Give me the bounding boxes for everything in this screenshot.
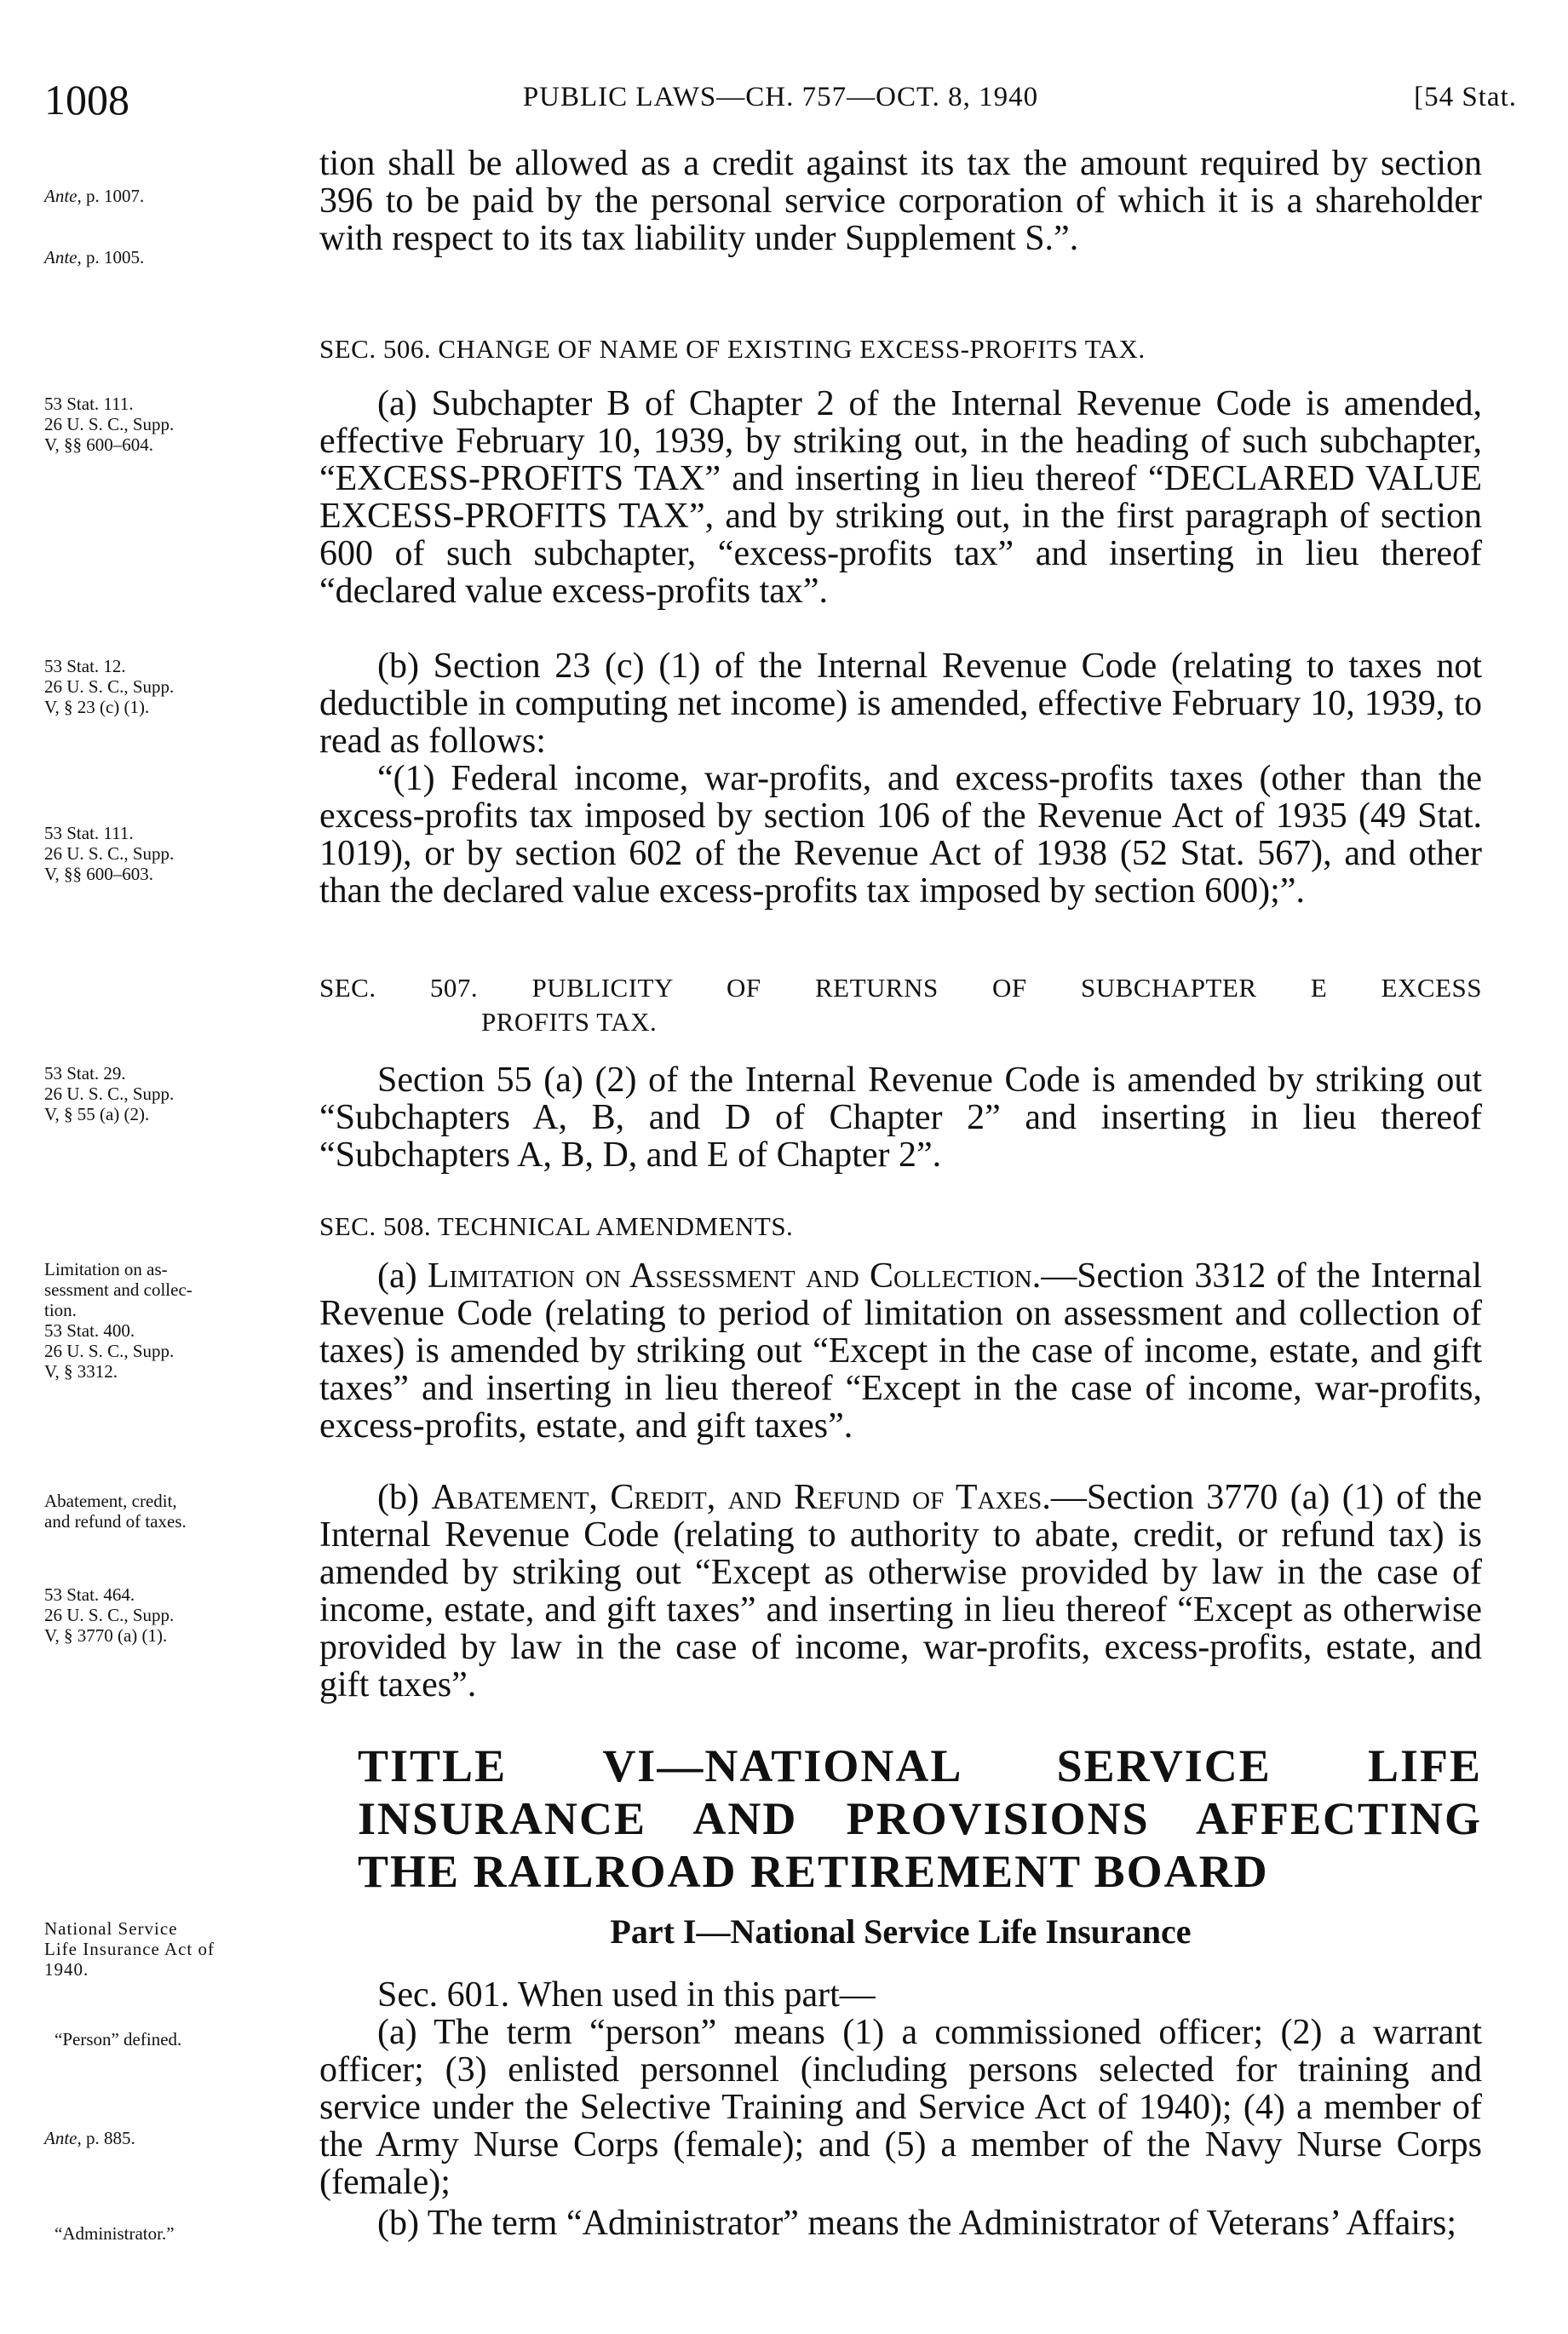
section-508-b: (b) Abatement, Credit, and Refund of Taxes.—Section 3770 (a) (1) of the Internal Revenue Code (relating to authority to abate, credit, or refund tax) is amended by striking out “Except as otherwise provided by law in the case of income, estate, and gift taxes” and inserting in lieu thereof “Except as otherwise provided by law in the case of income, war-profits, excess-profits, estate, and gift taxes”. xyxy=(319,1478,1482,1705)
running-head: PUBLIC LAWS—CH. 757—OCT. 8, 1940 xyxy=(522,82,1039,112)
section-506-a: (a) Subchapter B of Chapter 2 of the Internal Revenue Code is amended, effective February 10, 1939, by striking out, in the heading of such subchapter, “EXCESS-PROFITS TAX” and inserting in lieu thereof “DECLARED VALUE EXCESS-PROFITS TAX”, and by striking out, in the first paragraph of section 600 of such subchapter, “excess-profits tax” and inserting in lieu thereof “declared value excess-profits tax”. xyxy=(319,384,1482,611)
section-601-lead: Sec. 601. When used in this part— xyxy=(377,1975,876,2015)
page-number: 1008 xyxy=(44,76,129,124)
margin-cite-section-55: 53 Stat. 29. 26 U. S. C., Supp. V, § 55 (a) (2). xyxy=(44,1063,175,1124)
margin-note-ante-1005: Ante, p. 1005. xyxy=(44,247,145,267)
caption-abatement: Abatement, Credit, and Refund of Taxes. xyxy=(431,1478,1051,1517)
section-506-b: (b) Section 23 (c) (1) of the Internal Revenue Code (relating to taxes not deductible in computing net income) is amended, effective February 10, 1939, to read as follows: xyxy=(319,647,1482,761)
margin-note-limitation: Limitation on as- sessment and collec- tion. 53 Stat. 400. 26 U. S. C., Supp. V, § 3312. xyxy=(44,1259,192,1382)
continued-paragraph: tion shall be allowed as a credit against its tax the amount required by section 396 to be paid by the personal service corporation of which it is a shareholder with respect to its tax liability under Supplement S.”. xyxy=(319,144,1482,258)
section-601-b: (b) The term “Administrator” means the Administrator of Veterans’ Affairs; xyxy=(377,2204,1457,2243)
section-506-heading: SEC. 506. CHANGE OF NAME OF EXISTING EXCESS-PROFITS TAX. xyxy=(319,334,1146,364)
margin-note-abatement: Abatement, credit, and refund of taxes. xyxy=(44,1491,187,1532)
section-506-b-quote: “(1) Federal income, war-profits, and excess-profits taxes (other than the excess-profits tax imposed by section 106 of the Revenue Act of 1935 (49 Stat. 1019), or by section 602 of the Revenue Act of 1938 (52 Stat. 567), and other than the declared value excess-profits tax imposed by section 600);”. xyxy=(319,759,1482,911)
section-508-a: (a) Limitation on Assessment and Collection.—Section 3312 of the Internal Revenue Code (relating to period of limitation on assessment and collection of taxes) is amended by striking out “Except in the case of income, estate, and gift taxes” and inserting in lieu thereof “Except in the case of income, war-profits, excess-profits, estate, and gift taxes”. xyxy=(319,1256,1482,1446)
margin-note-ante-885: Ante, p. 885. xyxy=(44,2128,135,2148)
margin-cite-section-23: 53 Stat. 12. 26 U. S. C., Supp. V, § 23 (c) (1). xyxy=(44,656,175,717)
section-507-text: Section 55 (a) (2) of the Internal Revenue Code is amended by striking out “Subchapters A, B, and D of Chapter 2” and inserting in lieu thereof “Subchapters A, B, D, and E of Chapter 2”. xyxy=(319,1061,1482,1175)
part-i-heading: Part I—National Service Life Insurance xyxy=(610,1912,1192,1951)
title-vi-heading: TITLE VI—NATIONAL SERVICE LIFE INSURANCE AND PROVISIONS AFFECTING THE RAILROAD RETIREMENT BOARD xyxy=(358,1740,1482,1897)
margin-note-ante-1007: Ante, p. 1007. xyxy=(44,186,145,206)
margin-note-administrator: “Administrator.” xyxy=(55,2223,175,2244)
caption-limitation: Limitation on Assessment and Collection. xyxy=(427,1256,1042,1296)
page-header xyxy=(44,75,1517,126)
volume-reference: [54 Stat. xyxy=(1414,82,1517,112)
margin-note-nsli-act: National Service Life Insurance Act of 1940. xyxy=(44,1918,215,1980)
margin-cite-sections-600-603: 53 Stat. 111. 26 U. S. C., Supp. V, §§ 600–603. xyxy=(44,823,175,884)
margin-note-person-defined: “Person” defined. xyxy=(55,2029,182,2049)
section-601-a: (a) The term “person” means (1) a commissioned officer; (2) a warrant officer; (3) enlisted personnel (including persons selected for training and service under the Selective Training and Service Act of 1940); (4) a member of the Army Nurse Corps (female); and (5) a member of the Navy Nurse Corps (female); xyxy=(319,2013,1482,2202)
margin-cite-section-3770: 53 Stat. 464. 26 U. S. C., Supp. V, § 3770 (a) (1). xyxy=(44,1584,175,1646)
margin-cite-subchapter-b: 53 Stat. 111. 26 U. S. C., Supp. V, §§ 600–604. xyxy=(44,394,175,455)
section-507-heading: SEC. 507. PUBLICITY OF RETURNS OF SUBCHAPTER E EXCESS PROFITS TAX. xyxy=(319,973,1482,1037)
section-508-heading: SEC. 508. TECHNICAL AMENDMENTS. xyxy=(319,1211,794,1241)
